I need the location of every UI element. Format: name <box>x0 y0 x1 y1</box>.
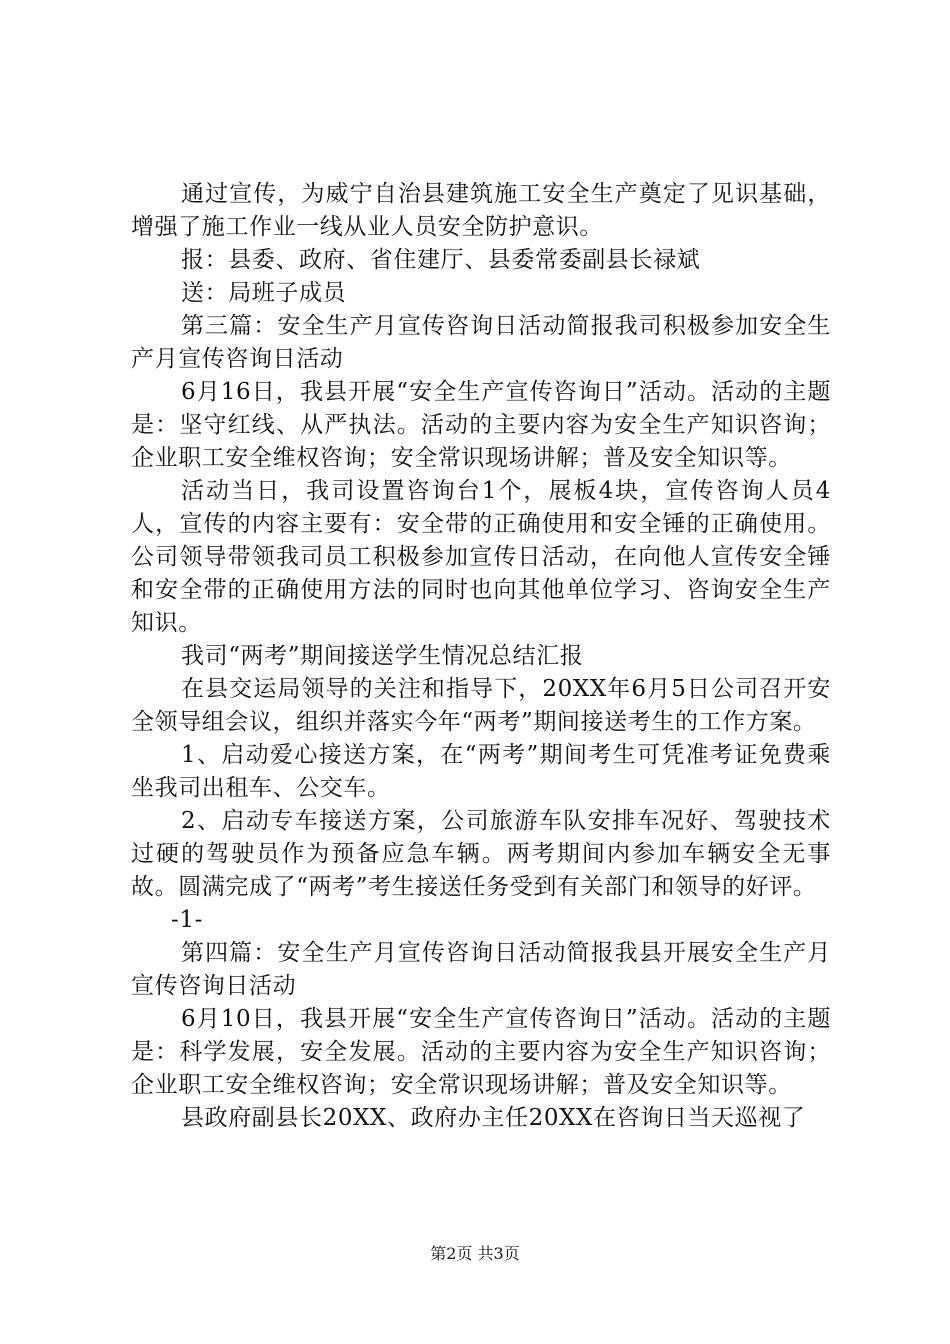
list-item: 2、启动专车接送方案，公司旅游车队安排车况好、驾驶技术过硬的驾驶员作为预备应急车辆。两考期间内参加车辆安全无事故。圆满完成了“两考”考生接送任务受到有关部门和领导的好评。 <box>131 808 831 900</box>
paragraph: 6月16日，我县开展“安全生产宣传咨询日”活动。活动的主题是：坚守红线、从严执法。活动的主要内容为安全生产知识咨询；企业职工安全维权咨询；安全常识现场讲解；普及安全知识等。 <box>131 379 831 471</box>
paragraph: 报：县委、政府、省住建厅、县委常委副县长禄斌 <box>181 247 701 273</box>
section-heading: 第四篇：安全生产月宣传咨询日活动简报我县开展安全生产月宣传咨询日活动 <box>131 940 831 999</box>
paragraph: 通过宣传，为威宁自治县建筑施工安全生产奠定了见识基础，增强了施工作业一线从业人员安全防护意识。 <box>131 181 831 240</box>
paragraph: 活动当日，我司设置咨询台1个，展板4块，宣传咨询人员4人，宣传的内容主要有：安全带的正确使用和安全锤的正确使用。公司领导带领我司员工积极参加宣传日活动，在向他人宣传安全锤和安全带的正确使用方法的同时也向其他单位学习、咨询安全生产知识。 <box>131 478 831 636</box>
paragraph: 在县交运局领导的关注和指导下，20XX年6月5日公司召开安全领导组会议，组织并落实今年“两考”期间接送考生的工作方案。 <box>131 676 831 735</box>
inline-page-number: -1- <box>171 907 203 933</box>
document-body <box>131 178 831 1135</box>
section-heading: 第三篇：安全生产月宣传咨询日活动简报我司积极参加安全生产月宣传咨询日活动 <box>131 313 831 372</box>
paragraph: 6月10日，我县开展“安全生产宣传咨询日”活动。活动的主题是：科学发展，安全发展。活动的主要内容为安全生产知识咨询；企业职工安全维权咨询；安全常识现场讲解；普及安全知识等。 <box>131 1006 831 1098</box>
section-heading: 我司“两考”期间接送学生情况总结汇报 <box>181 643 584 669</box>
paragraph: 县政府副县长20XX、政府办主任20XX在咨询日当天巡视了 <box>181 1105 806 1131</box>
page-footer: 第2页 共3页 <box>430 1244 520 1263</box>
list-item: 1、启动爱心接送方案，在“两考”期间考生可凭准考证免费乘坐我司出租车、公交车。 <box>131 742 831 801</box>
paragraph: 送：局班子成员 <box>181 280 347 306</box>
